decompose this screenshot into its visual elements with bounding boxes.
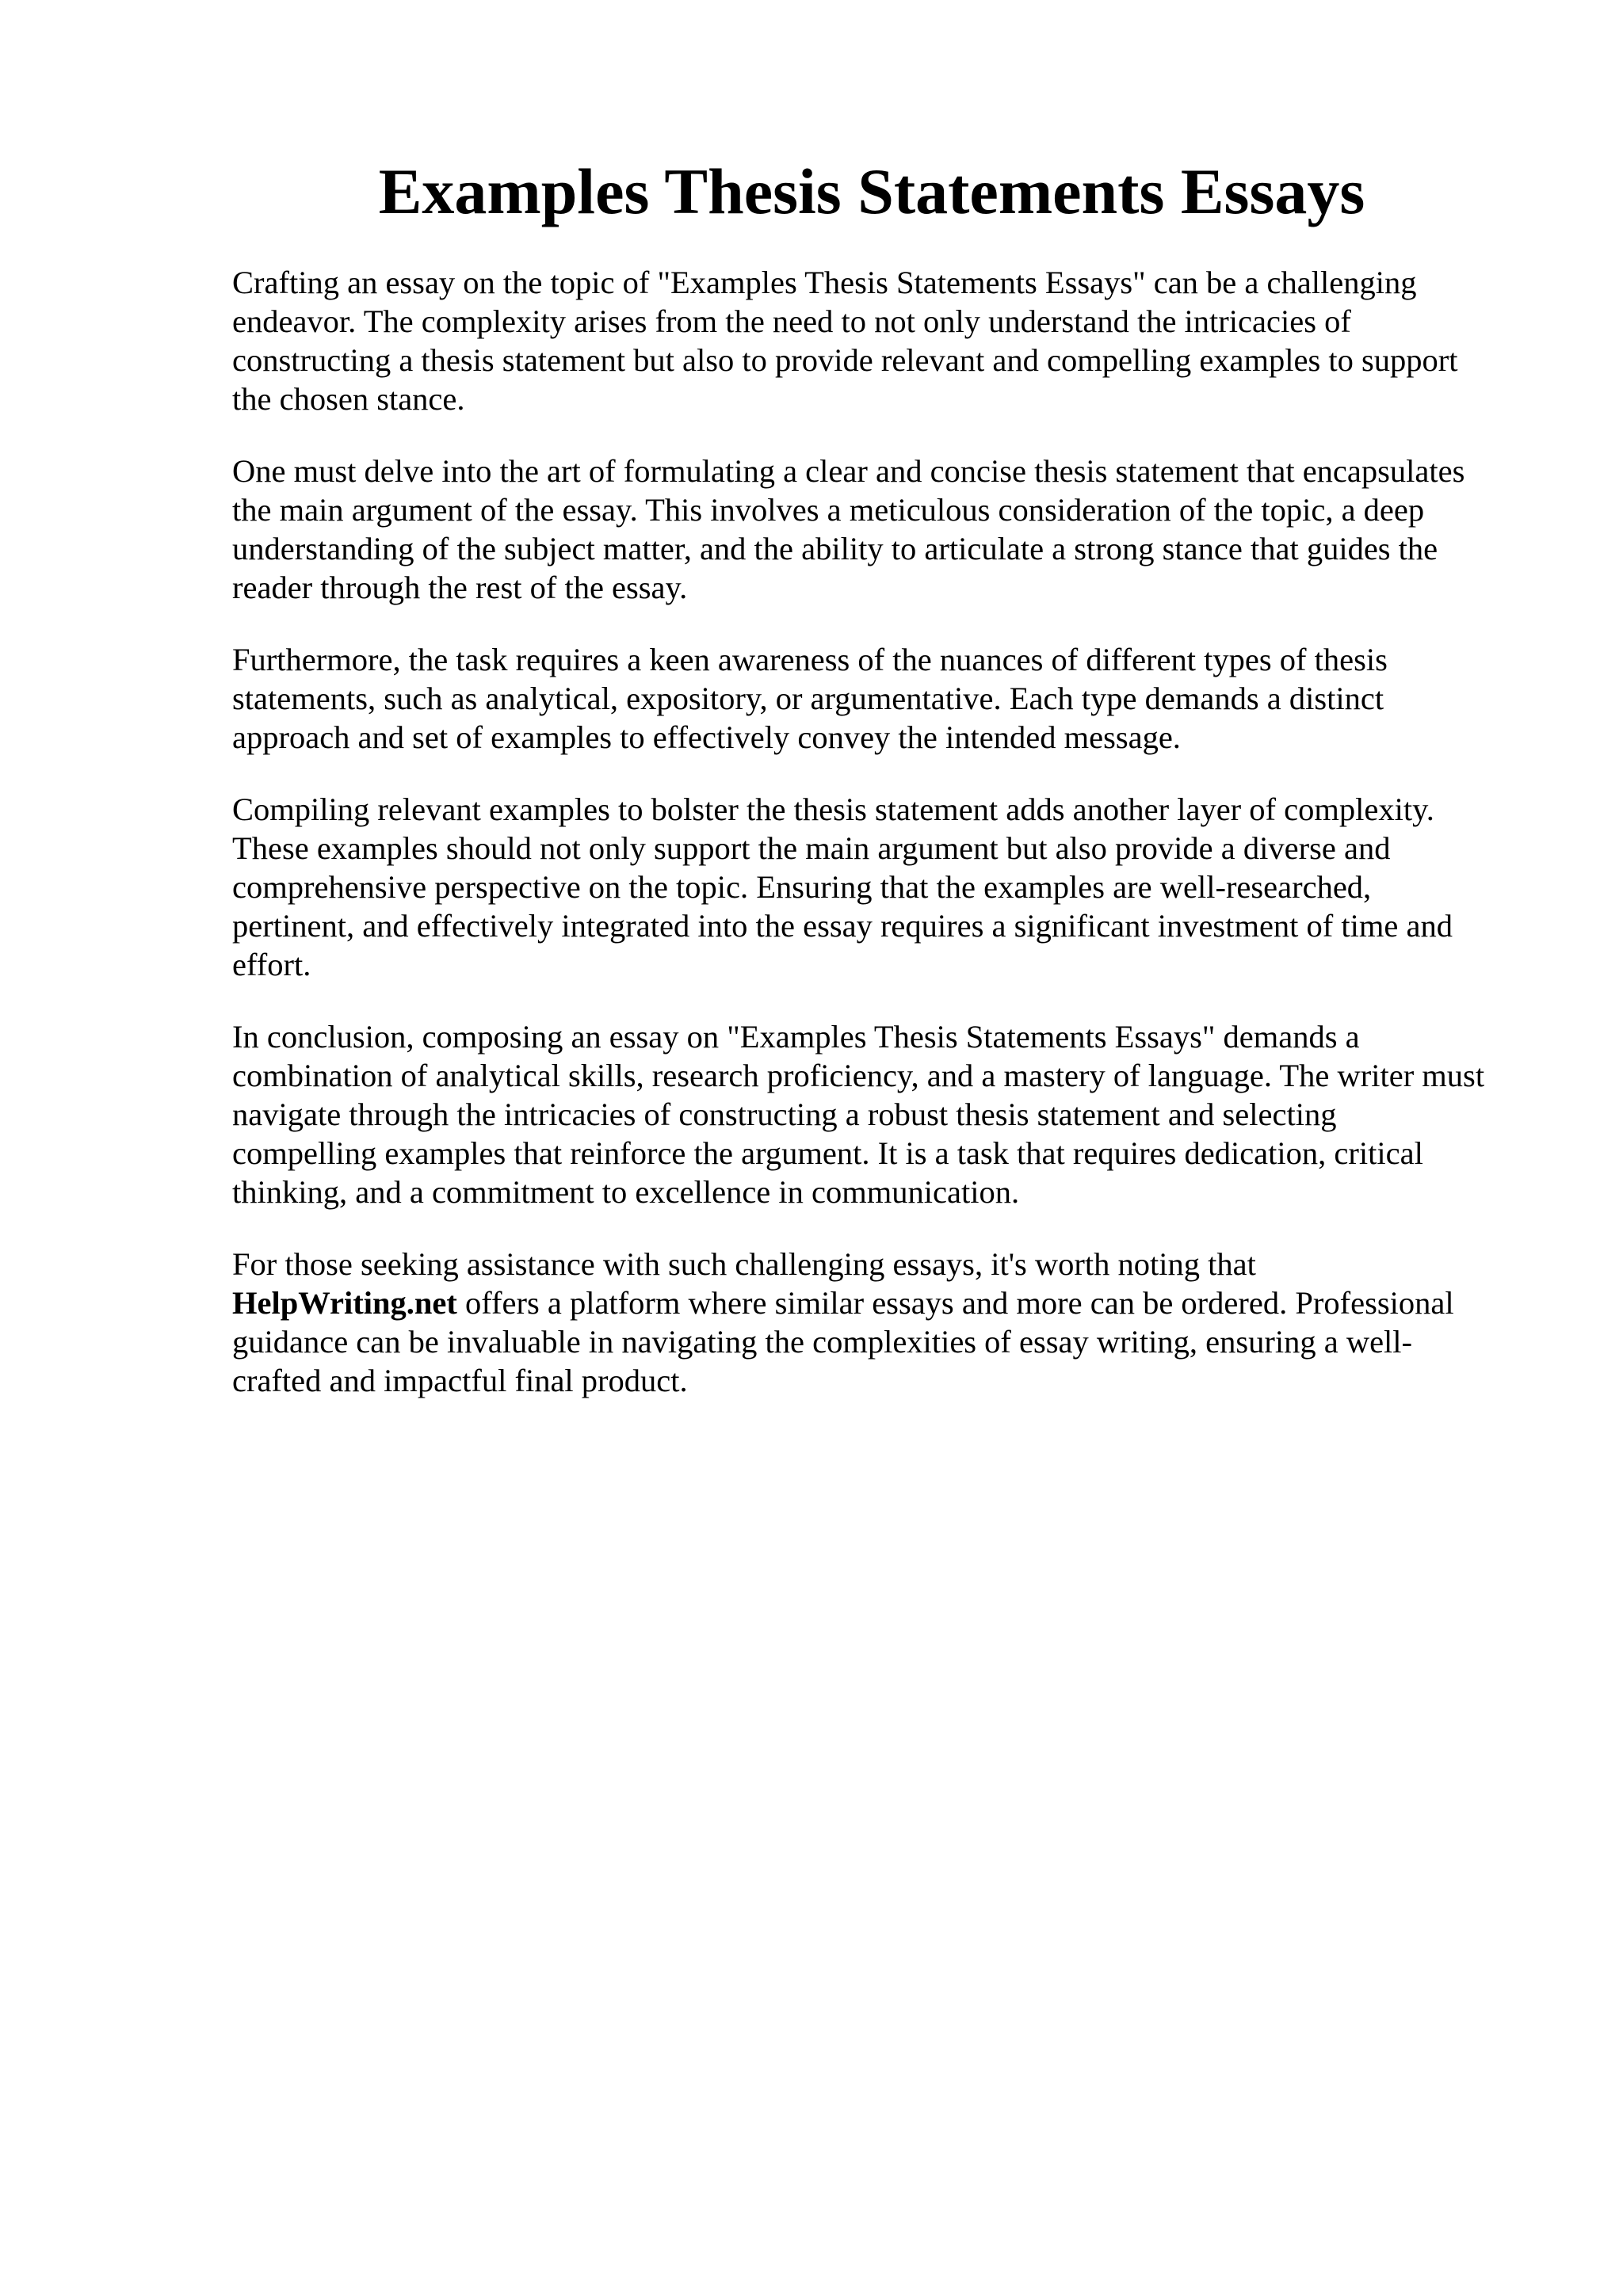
- text-line: understanding of the subject matter, and the ability to articulate a strong stance that guides the: [232, 531, 1438, 566]
- text-line: reader through the rest of the essay.: [232, 570, 688, 605]
- paragraph-6: [232, 1245, 1532, 1400]
- text-line: combination of analytical skills, research proficiency, and a mastery of language. The writer must: [232, 1058, 1485, 1093]
- text-line: statements, such as analytical, expository, or argumentative. Each type demands a distinct: [232, 681, 1384, 716]
- paragraph-2: [232, 452, 1532, 607]
- text-line: Compiling relevant examples to bolster the thesis statement adds another layer of complexity.: [232, 791, 1434, 827]
- paragraph-5: [232, 1017, 1532, 1211]
- text-line: approach and set of examples to effectively convey the intended message.: [232, 719, 1181, 755]
- text-line: endeavor. The complexity arises from the need to not only understand the intricacies of: [232, 303, 1351, 339]
- text-line: In conclusion, composing an essay on "Examples Thesis Statements Essays" demands a: [232, 1019, 1360, 1055]
- paragraph-1: [232, 263, 1532, 418]
- text-line: guidance can be invaluable in navigating the complexities of essay writing, ensuring a well-: [232, 1324, 1413, 1360]
- text-line: pertinent, and effectively integrated into the essay requires a significant investment of time and: [232, 908, 1453, 944]
- text-line: the main argument of the essay. This involves a meticulous consideration of the topic, a deep: [232, 492, 1425, 528]
- text-line: effort.: [232, 947, 311, 982]
- text-line: Furthermore, the task requires a keen awareness of the nuances of different types of thesis: [232, 642, 1388, 677]
- page-title: Examples Thesis Statements Essays: [378, 155, 1365, 227]
- text-line: thinking, and a commitment to excellence in communication.: [232, 1174, 1020, 1210]
- text-line: navigate through the intricacies of constructing a robust thesis statement and selecting: [232, 1097, 1337, 1132]
- text-line: Crafting an essay on the topic of "Examples Thesis Statements Essays" can be a challenging: [232, 265, 1417, 300]
- essay-body: [232, 263, 1532, 1433]
- text-line: constructing a thesis statement but also to provide relevant and compelling examples to support: [232, 342, 1458, 378]
- text-line: the chosen stance.: [232, 381, 465, 417]
- paragraph-4: [232, 790, 1532, 984]
- text-line: These examples should not only support the main argument but also provide a diverse and: [232, 830, 1391, 866]
- text-fragment: offers a platform where similar essays and more can be ordered. Professional: [456, 1285, 1454, 1321]
- text-line: One must delve into the art of formulating a clear and concise thesis statement that encapsulates: [232, 453, 1465, 489]
- text-line: comprehensive perspective on the topic. Ensuring that the examples are well-researched,: [232, 869, 1372, 905]
- paragraph-3: [232, 640, 1532, 757]
- text-line: For those seeking assistance with such challenging essays, it's worth noting that: [232, 1246, 1256, 1282]
- text-line: compelling examples that reinforce the argument. It is a task that requires dedication, critical: [232, 1135, 1423, 1171]
- text-line-with-brand: [232, 1283, 1532, 1322]
- text-line: crafted and impactful final product.: [232, 1363, 688, 1398]
- brand-name: HelpWriting.net: [232, 1285, 457, 1321]
